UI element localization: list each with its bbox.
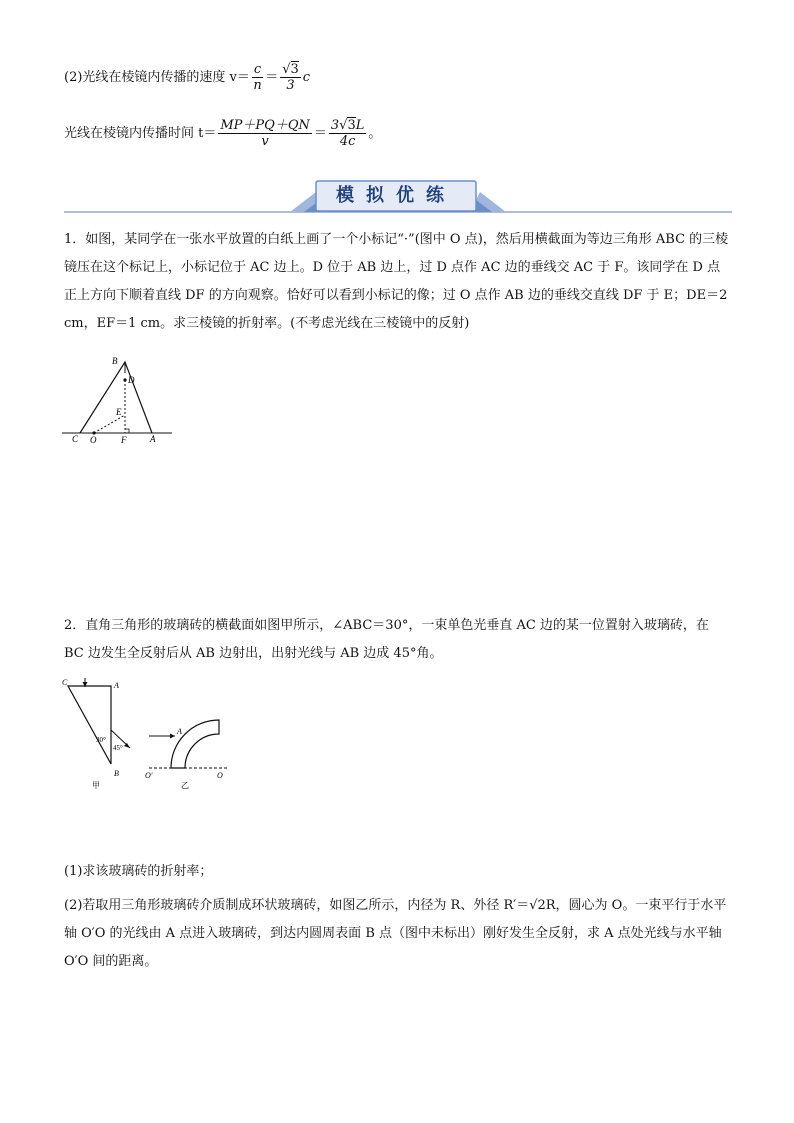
period: 。 [368, 126, 382, 141]
c-symbol: c [302, 70, 311, 85]
label-o: O [217, 771, 223, 780]
frac-den: 3 [286, 78, 295, 93]
label-a: A [177, 727, 182, 736]
section-banner [64, 178, 732, 214]
fraction-c-over-n [252, 62, 263, 93]
equals-sign: ＝ [265, 70, 279, 85]
label-c: C [72, 434, 79, 444]
label-o: O [90, 435, 97, 445]
label-f: F [121, 435, 127, 445]
equals-sign: ＝ [313, 126, 327, 141]
problem-1-text: 1．如图，某同学在一张水平放置的白纸上画了一个小标记“·”(图中 O 点)，然后用横截面为等边三角形 ABC 的三棱镜压在这个标记上，小标记位于 AC 边上。D 位于 AB 边上，过 D 点作 AC 边的垂线交 AC 于 F。该同学在 D 点正上方向下顺着直线 DF 的方向观察。恰好可以看到小标记的像；过 O 点作 AB 边的垂线交直线 DF 于 E；DE＝2 cm，EF＝1 cm。求三棱镜的折射率。(不考虑光线在三棱镜中的反射) [64, 232, 729, 331]
frac-den: v [261, 134, 269, 149]
label-d: D [128, 375, 135, 385]
fraction-sqrt3-over-3 [280, 62, 301, 93]
question-2: (2)若取用三角形玻璃砖介质制成环状玻璃砖，如图乙所示，内径为 R、外径 R′＝√2R，圆心为 O。一束平行于水平轴 O′O 的光线由 A 点进入玻璃砖，到达内圆周表面 B 点（图中未标出）刚好发生全反射，求 A 点处光线与水平轴 O′O 间的距离。 [64, 898, 727, 969]
frac-num: c [253, 62, 262, 77]
solution-time-line [64, 118, 381, 149]
frac-den: 4c [339, 134, 356, 149]
frac-num-sqrt3: √3 [282, 62, 299, 77]
label-e: E [116, 407, 122, 417]
label-a: A [114, 681, 119, 690]
point-d [123, 378, 126, 381]
label-a: A [150, 434, 156, 444]
label-b: B [114, 769, 119, 778]
label-o-prime: O′ [145, 771, 153, 780]
triangle-jia [68, 686, 111, 764]
line-oe [94, 415, 125, 433]
caption-yi: 乙 [181, 781, 189, 790]
frac-den: n [253, 78, 262, 93]
time-prefix: 光线在棱镜内传播时间 t＝ [64, 126, 217, 141]
radicand: 3 [290, 62, 299, 77]
radicand: 3 [347, 118, 356, 133]
label-b: B [112, 356, 118, 366]
fraction-path-over-v [218, 118, 312, 149]
right-angle-mark [125, 429, 129, 433]
L-symbol: L [355, 118, 365, 133]
parallel-ray-arrow [170, 734, 175, 739]
figure-yi [145, 712, 235, 792]
triangle-abc [80, 362, 152, 433]
label-c: C [62, 678, 68, 687]
coef: 3 [330, 118, 340, 133]
caption-jia: 甲 [92, 781, 100, 790]
angle-30-label: 30° [96, 736, 106, 744]
question-1: (1)求该玻璃砖的折射率； [64, 864, 213, 879]
banner-title: 模拟优练 [336, 185, 456, 206]
angle-45-label: 45° [113, 744, 123, 752]
fraction-answer [329, 118, 367, 149]
problem-1-figure [60, 352, 180, 447]
frac-num-answer: 3√3L [330, 118, 365, 133]
solution-speed-line [64, 62, 310, 93]
frac-num: MP＋PQ＋QN [220, 118, 310, 133]
speed-prefix: (2)光线在棱镜内传播的速度 v＝ [64, 70, 250, 85]
problem-2-text: 2．直角三角形的玻璃砖的横截面如图甲所示，∠ABC＝30°，一束单色光垂直 AC 边的某一位置射入玻璃砖，在 BC 边发生全反射后从 AB 边射出，出射光线与 AB 边成 45°角。 [64, 618, 709, 661]
figure-jia [58, 676, 138, 791]
